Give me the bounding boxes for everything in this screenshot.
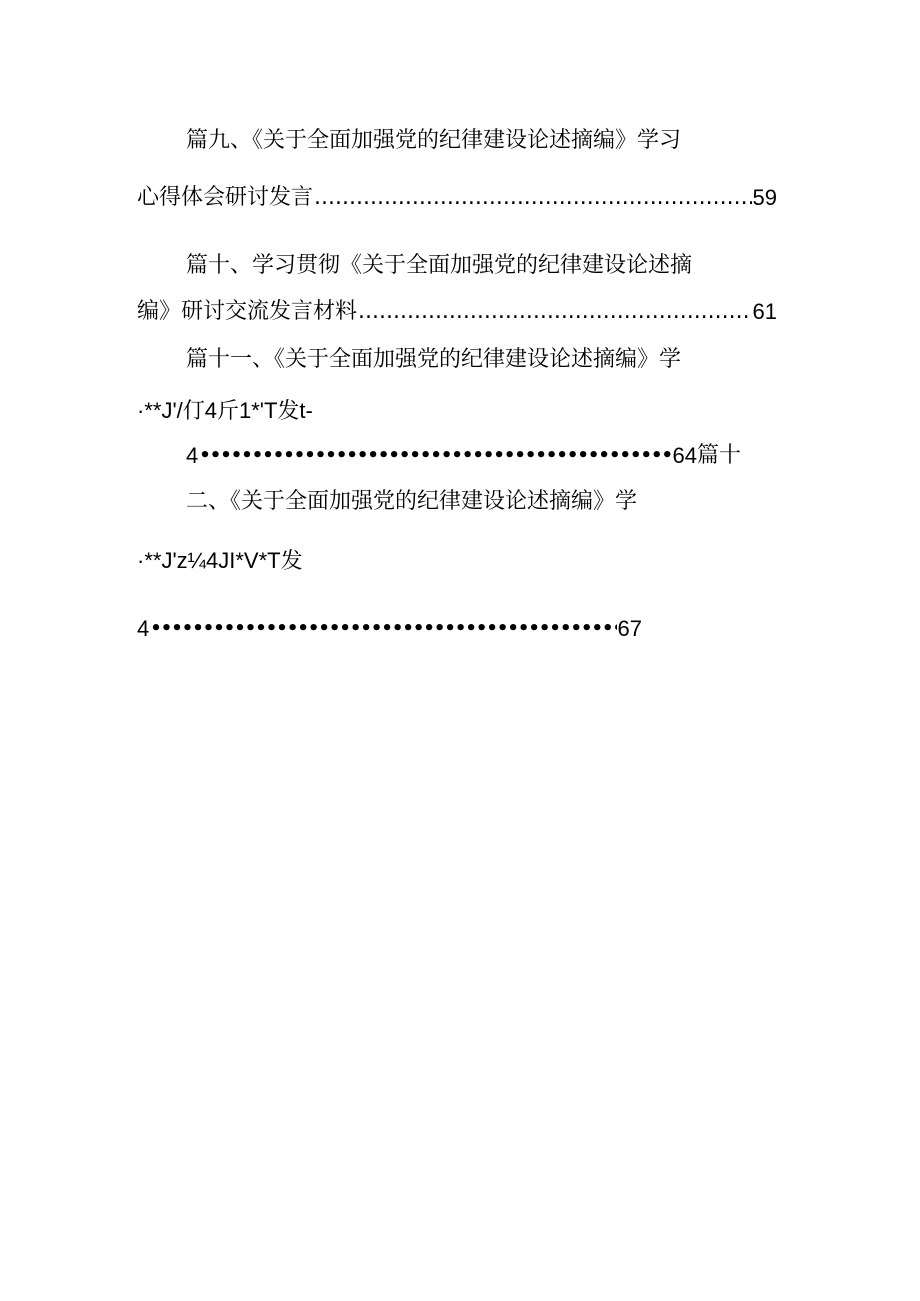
toc-entry-10-title-line2: 编》研讨交流发言材料: [137, 299, 358, 324]
toc-entry-11-line3-prefix: 4: [186, 443, 199, 468]
toc-entry-12-title-start: 篇十: [696, 443, 741, 468]
toc-entry-9-page-number: 59: [752, 185, 777, 210]
toc-entry-12-page-number: 67: [617, 616, 642, 641]
toc-entry-11-row[interactable]: [186, 441, 741, 471]
toc-entry-11-page-number: 64: [672, 443, 697, 468]
toc-entry-10-page-number: 61: [752, 299, 777, 324]
toc-entry-12-title-line2: ·**J'z¼4JI*V*T发: [137, 548, 303, 573]
toc-entry-10-row[interactable]: [137, 297, 777, 327]
toc-entry-11-title-line1: 篇十一、《关于全面加强党的纪律建设论述摘编》学: [186, 347, 682, 372]
toc-entry-9-title-line2: 心得体会研讨发言: [137, 185, 314, 210]
toc-entry-10-title-line1: 篇十、学习贯彻《关于全面加强党的纪律建设论述摘: [186, 253, 693, 278]
toc-leader-dots: [358, 297, 752, 327]
toc-entry-9-row[interactable]: [137, 183, 777, 213]
toc-entry-12-row[interactable]: [137, 614, 642, 644]
toc-entry-12-title-line1: 二、《关于全面加强党的纪律建设论述摘编》学: [186, 489, 638, 514]
toc-leader-bullets: [150, 614, 616, 644]
toc-leader-dots: [314, 183, 752, 213]
toc-entry-12-line3-prefix: 4: [137, 616, 150, 641]
toc-leader-bullets: [199, 441, 671, 471]
toc-entry-11-title-line2: ·**J'/仃4斤1*'T发t-: [137, 398, 313, 423]
toc-entry-9-title-line1: 篇九、《关于全面加强党的纪律建设论述摘编》学习: [186, 128, 682, 153]
